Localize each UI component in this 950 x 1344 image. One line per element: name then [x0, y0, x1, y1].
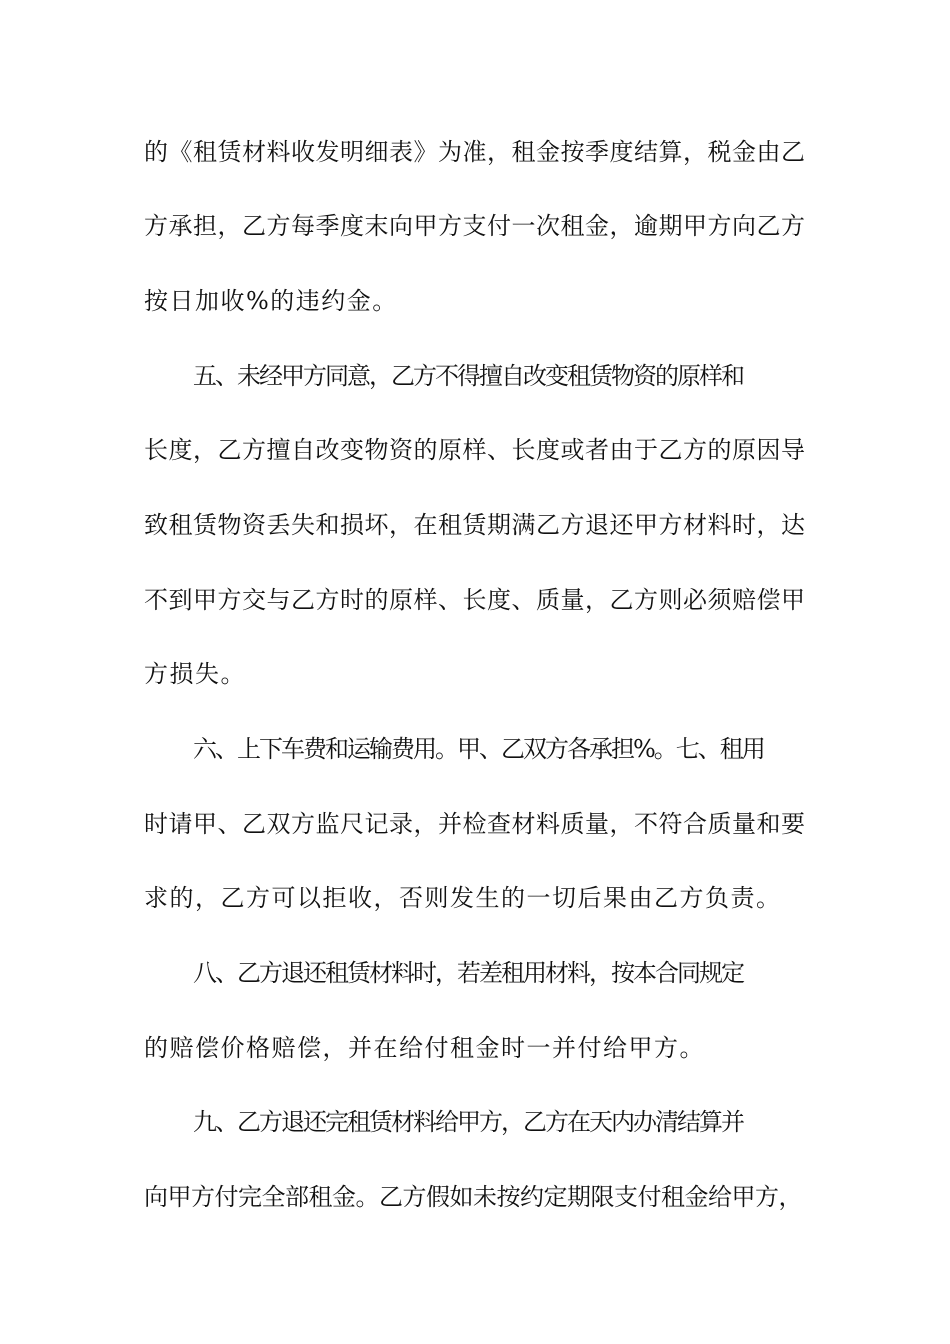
text-line: 时请甲、乙双方监尺记录，并检查材料质量，不符合质量和要: [144, 810, 806, 838]
text-line: 的《租赁材料收发明细表》为准，租金按季度结算，税金由乙: [144, 138, 806, 166]
paragraph-start-line: 八、乙方退还租赁材料时，若差租用材料，按本合同规定: [193, 959, 743, 987]
text-line: 向甲方付完全部租金。乙方假如未按约定期限支付租金给甲方，: [144, 1183, 802, 1211]
paragraph-start-line: 五、未经甲方同意，乙方不得擅自改变租赁物资的原样和: [193, 362, 743, 390]
text-line: 长度，乙方擅自改变物资的原样、长度或者由于乙方的原因导: [144, 436, 806, 464]
text-line: 的赔偿价格赔偿，并在给付租金时一并付给甲方。: [144, 1034, 705, 1062]
paragraph-start-line: 六、上下车费和运输费用。甲、乙双方各承担%。七、租用: [193, 735, 764, 763]
text-line: 致租赁物资丢失和损坏，在租赁期满乙方退还甲方材料时，达: [144, 511, 806, 539]
paragraph-start-line: 九、乙方退还完租赁材料给甲方，乙方在天内办清结算并: [193, 1108, 743, 1136]
text-line: 方承担，乙方每季度末向甲方支付一次租金，逾期甲方向乙方: [144, 212, 806, 240]
text-line: 按日加收%的违约金。: [144, 287, 398, 315]
text-line: 方损失。: [144, 660, 246, 688]
text-line: 不到甲方交与乙方时的原样、长度、质量，乙方则必须赔偿甲: [144, 586, 806, 614]
text-line: 求的，乙方可以拒收，否则发生的一切后果由乙方负责。: [144, 884, 782, 912]
